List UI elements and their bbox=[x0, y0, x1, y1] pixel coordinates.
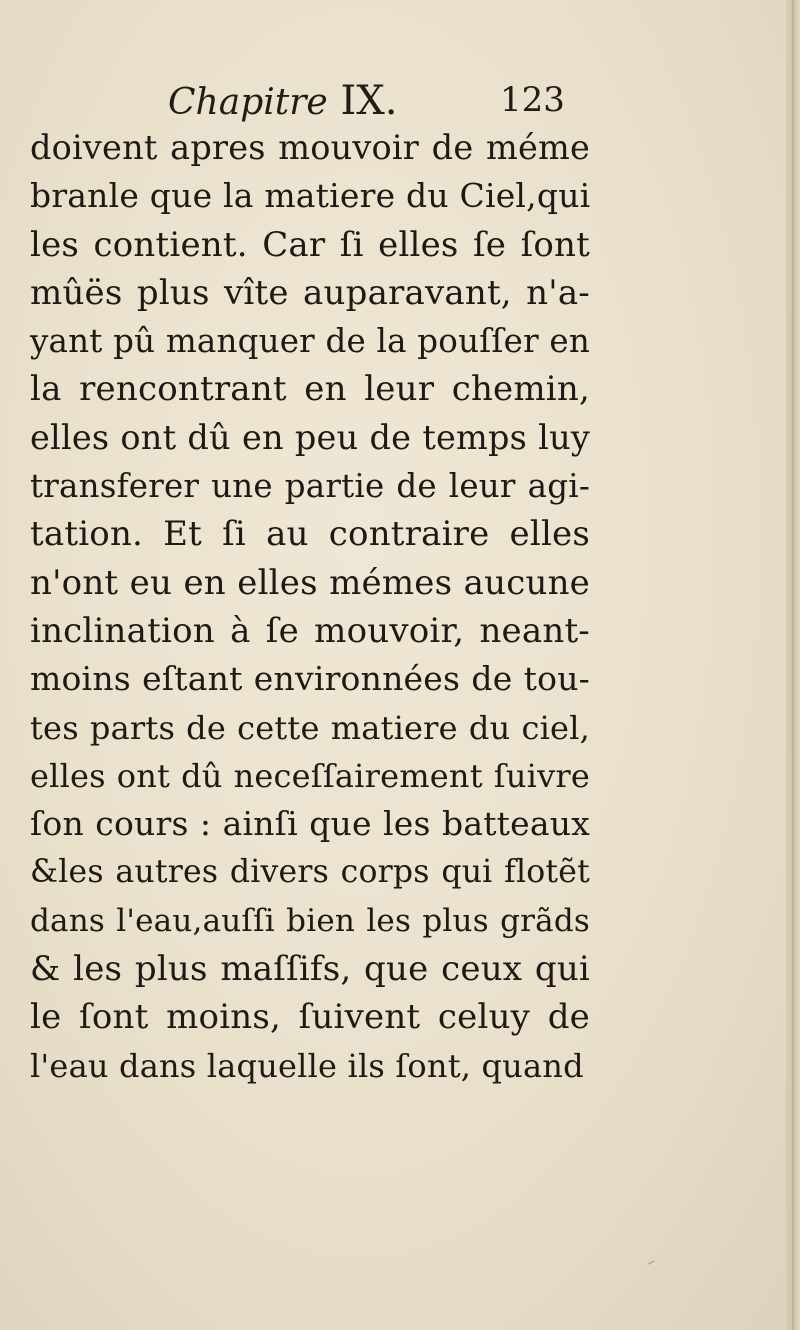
text-line: moins eſtant environnées de tou- bbox=[30, 659, 590, 699]
running-head bbox=[168, 78, 397, 124]
paper-mark bbox=[647, 1261, 656, 1269]
text-line: doivent apres mouvoir de méme bbox=[30, 128, 590, 167]
text-line: dans l'eau,auſſi bien les plus grãds bbox=[30, 902, 590, 939]
text-line: ſon cours : ainſi que les batteaux bbox=[30, 804, 590, 844]
text-line: le ſont moins, ſuivent celuy de bbox=[30, 997, 590, 1038]
text-line: branle que la matiere du Ciel,qui bbox=[30, 176, 591, 216]
text-line: &les autres divers corps qui flotẽt bbox=[30, 854, 590, 891]
text-line: n'ont eu en elles mémes aucune bbox=[30, 562, 590, 603]
chapter-word: Chapitre bbox=[168, 82, 328, 123]
page-number: 123 bbox=[500, 80, 565, 120]
page-edge-line bbox=[792, 0, 794, 1330]
text-line: les contient. Car ſi elles ſe ſont bbox=[30, 224, 590, 265]
body-text bbox=[30, 124, 590, 1090]
text-line: mûës plus vîte auparavant, n'a- bbox=[30, 272, 590, 313]
text-line: yant pû manquer de la pouſſer en bbox=[30, 322, 590, 361]
text-line: inclination à ſe mouvoir, neant- bbox=[30, 610, 590, 651]
text-line: tes parts de cette matiere du ciel, bbox=[30, 708, 590, 747]
text-line: elles ont dû en peu de temps luy bbox=[30, 417, 590, 457]
text-line: transferer une partie de leur agi- bbox=[30, 467, 590, 506]
text-line: l'eau dans laquelle ils ſont, quand bbox=[30, 1046, 584, 1085]
text-line: & les plus maſſifs, que ceux qui bbox=[30, 949, 590, 990]
text-line: elles ont dû neceſſairement ſuivre bbox=[30, 756, 590, 795]
chapter-numeral: IX. bbox=[340, 78, 398, 124]
text-line: tation. Et ſi au contraire elles bbox=[30, 514, 590, 555]
text-line: la rencontrant en leur chemin, bbox=[30, 369, 590, 410]
